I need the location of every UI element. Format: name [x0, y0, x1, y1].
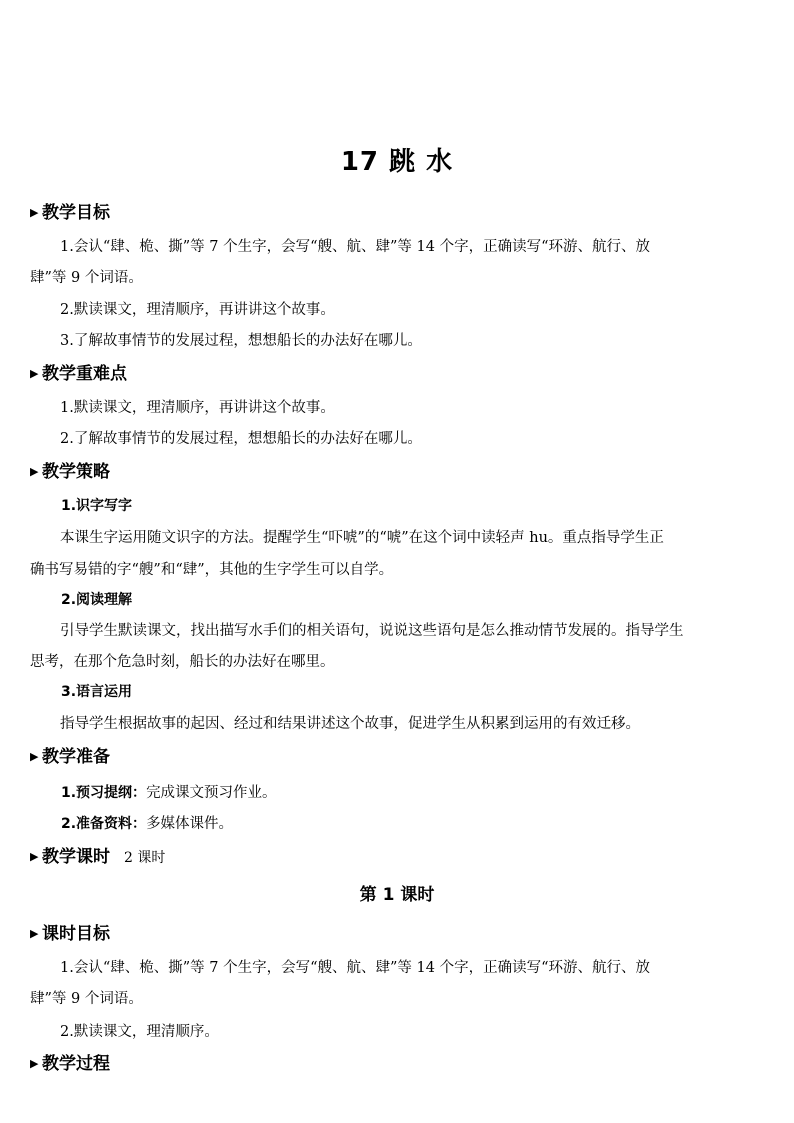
prep-item-label: 2.准备资料：: [61, 816, 147, 832]
strategy-subheading: 1.识字写字: [61, 498, 133, 514]
prep-item-text: 多媒体课件。: [146, 816, 234, 832]
session-goal-line: 1.会认“肆、桅、撕”等 7 个生字，会写“艘、航、肆”等 14 个字，正确读写“环游、航行、放: [60, 960, 651, 976]
goal-line: 2.默读课文，理清顺序，再讲讲这个故事。: [60, 302, 335, 318]
section-heading-label: 教学策略: [42, 462, 110, 482]
strategy-line: 确书写易错的字“艘”和“肆”，其他的生字学生可以自学。: [30, 562, 394, 578]
triangle-bullet-icon: ▶: [30, 367, 39, 380]
prep-item-label: 1.预习提纲：: [61, 785, 147, 801]
strategy-line: 指导学生根据故事的起因、经过和结果讲述这个故事，促进学生从积累到运用的有效迁移。: [60, 716, 640, 732]
section-heading-label: 课时目标: [42, 924, 110, 944]
section-heading-label: 教学目标: [42, 203, 110, 223]
section-heading-keypoints: [30, 362, 127, 386]
section-heading-label: 教学重难点: [42, 364, 127, 384]
strategy-line: 思考，在那个危急时刻，船长的办法好在哪里。: [30, 654, 335, 670]
triangle-bullet-icon: ▶: [30, 750, 39, 763]
session-goal-line: 肆”等 9 个词语。: [30, 991, 143, 1007]
goal-line: 3.了解故事情节的发展过程，想想船长的办法好在哪儿。: [60, 333, 422, 349]
section-heading-goals: [30, 201, 110, 225]
strategy-line: 本课生字运用随文识字的方法。提醒学生“吓唬”的“唬”在这个词中读轻声 hu。重点指导学生正: [60, 530, 664, 546]
section-heading-label: 教学准备: [42, 747, 110, 767]
lesson-session-title: 第 1 课时: [359, 885, 435, 905]
keypoint-line: 1.默读课文，理清顺序，再讲讲这个故事。: [60, 400, 335, 416]
section-heading-hours: [30, 845, 165, 870]
prep-item-text: 完成课文预习作业。: [146, 785, 277, 801]
section-heading-label: 教学过程: [42, 1054, 110, 1074]
goal-line: 肆”等 9 个词语。: [30, 270, 143, 286]
section-heading-strategy: [30, 460, 110, 484]
session-goal-line: 2.默读课文，理清顺序。: [60, 1024, 219, 1040]
section-heading-prep: [30, 745, 110, 769]
section-heading-process: [30, 1052, 110, 1076]
prep-item: [61, 812, 233, 836]
triangle-bullet-icon: ▶: [30, 206, 39, 219]
prep-item: [61, 781, 277, 805]
keypoint-line: 2.了解故事情节的发展过程，想想船长的办法好在哪儿。: [60, 431, 422, 447]
triangle-bullet-icon: ▶: [30, 465, 39, 478]
hours-value: 2 课时: [124, 850, 166, 866]
lesson-title: 17 跳 水: [340, 147, 454, 177]
triangle-bullet-icon: ▶: [30, 850, 39, 863]
strategy-subheading: 2.阅读理解: [61, 592, 133, 608]
strategy-line: 引导学生默读课文，找出描写水手们的相关语句，说说这些语句是怎么推动情节发展的。指导学生: [60, 623, 684, 639]
goal-line: 1.会认“肆、桅、撕”等 7 个生字，会写“艘、航、肆”等 14 个字，正确读写“环游、航行、放: [60, 239, 651, 255]
section-heading-label: 教学课时: [42, 847, 110, 867]
triangle-bullet-icon: ▶: [30, 1057, 39, 1070]
section-heading-session-goals: [30, 922, 110, 946]
strategy-subheading: 3.语言运用: [61, 684, 133, 700]
triangle-bullet-icon: ▶: [30, 927, 39, 940]
